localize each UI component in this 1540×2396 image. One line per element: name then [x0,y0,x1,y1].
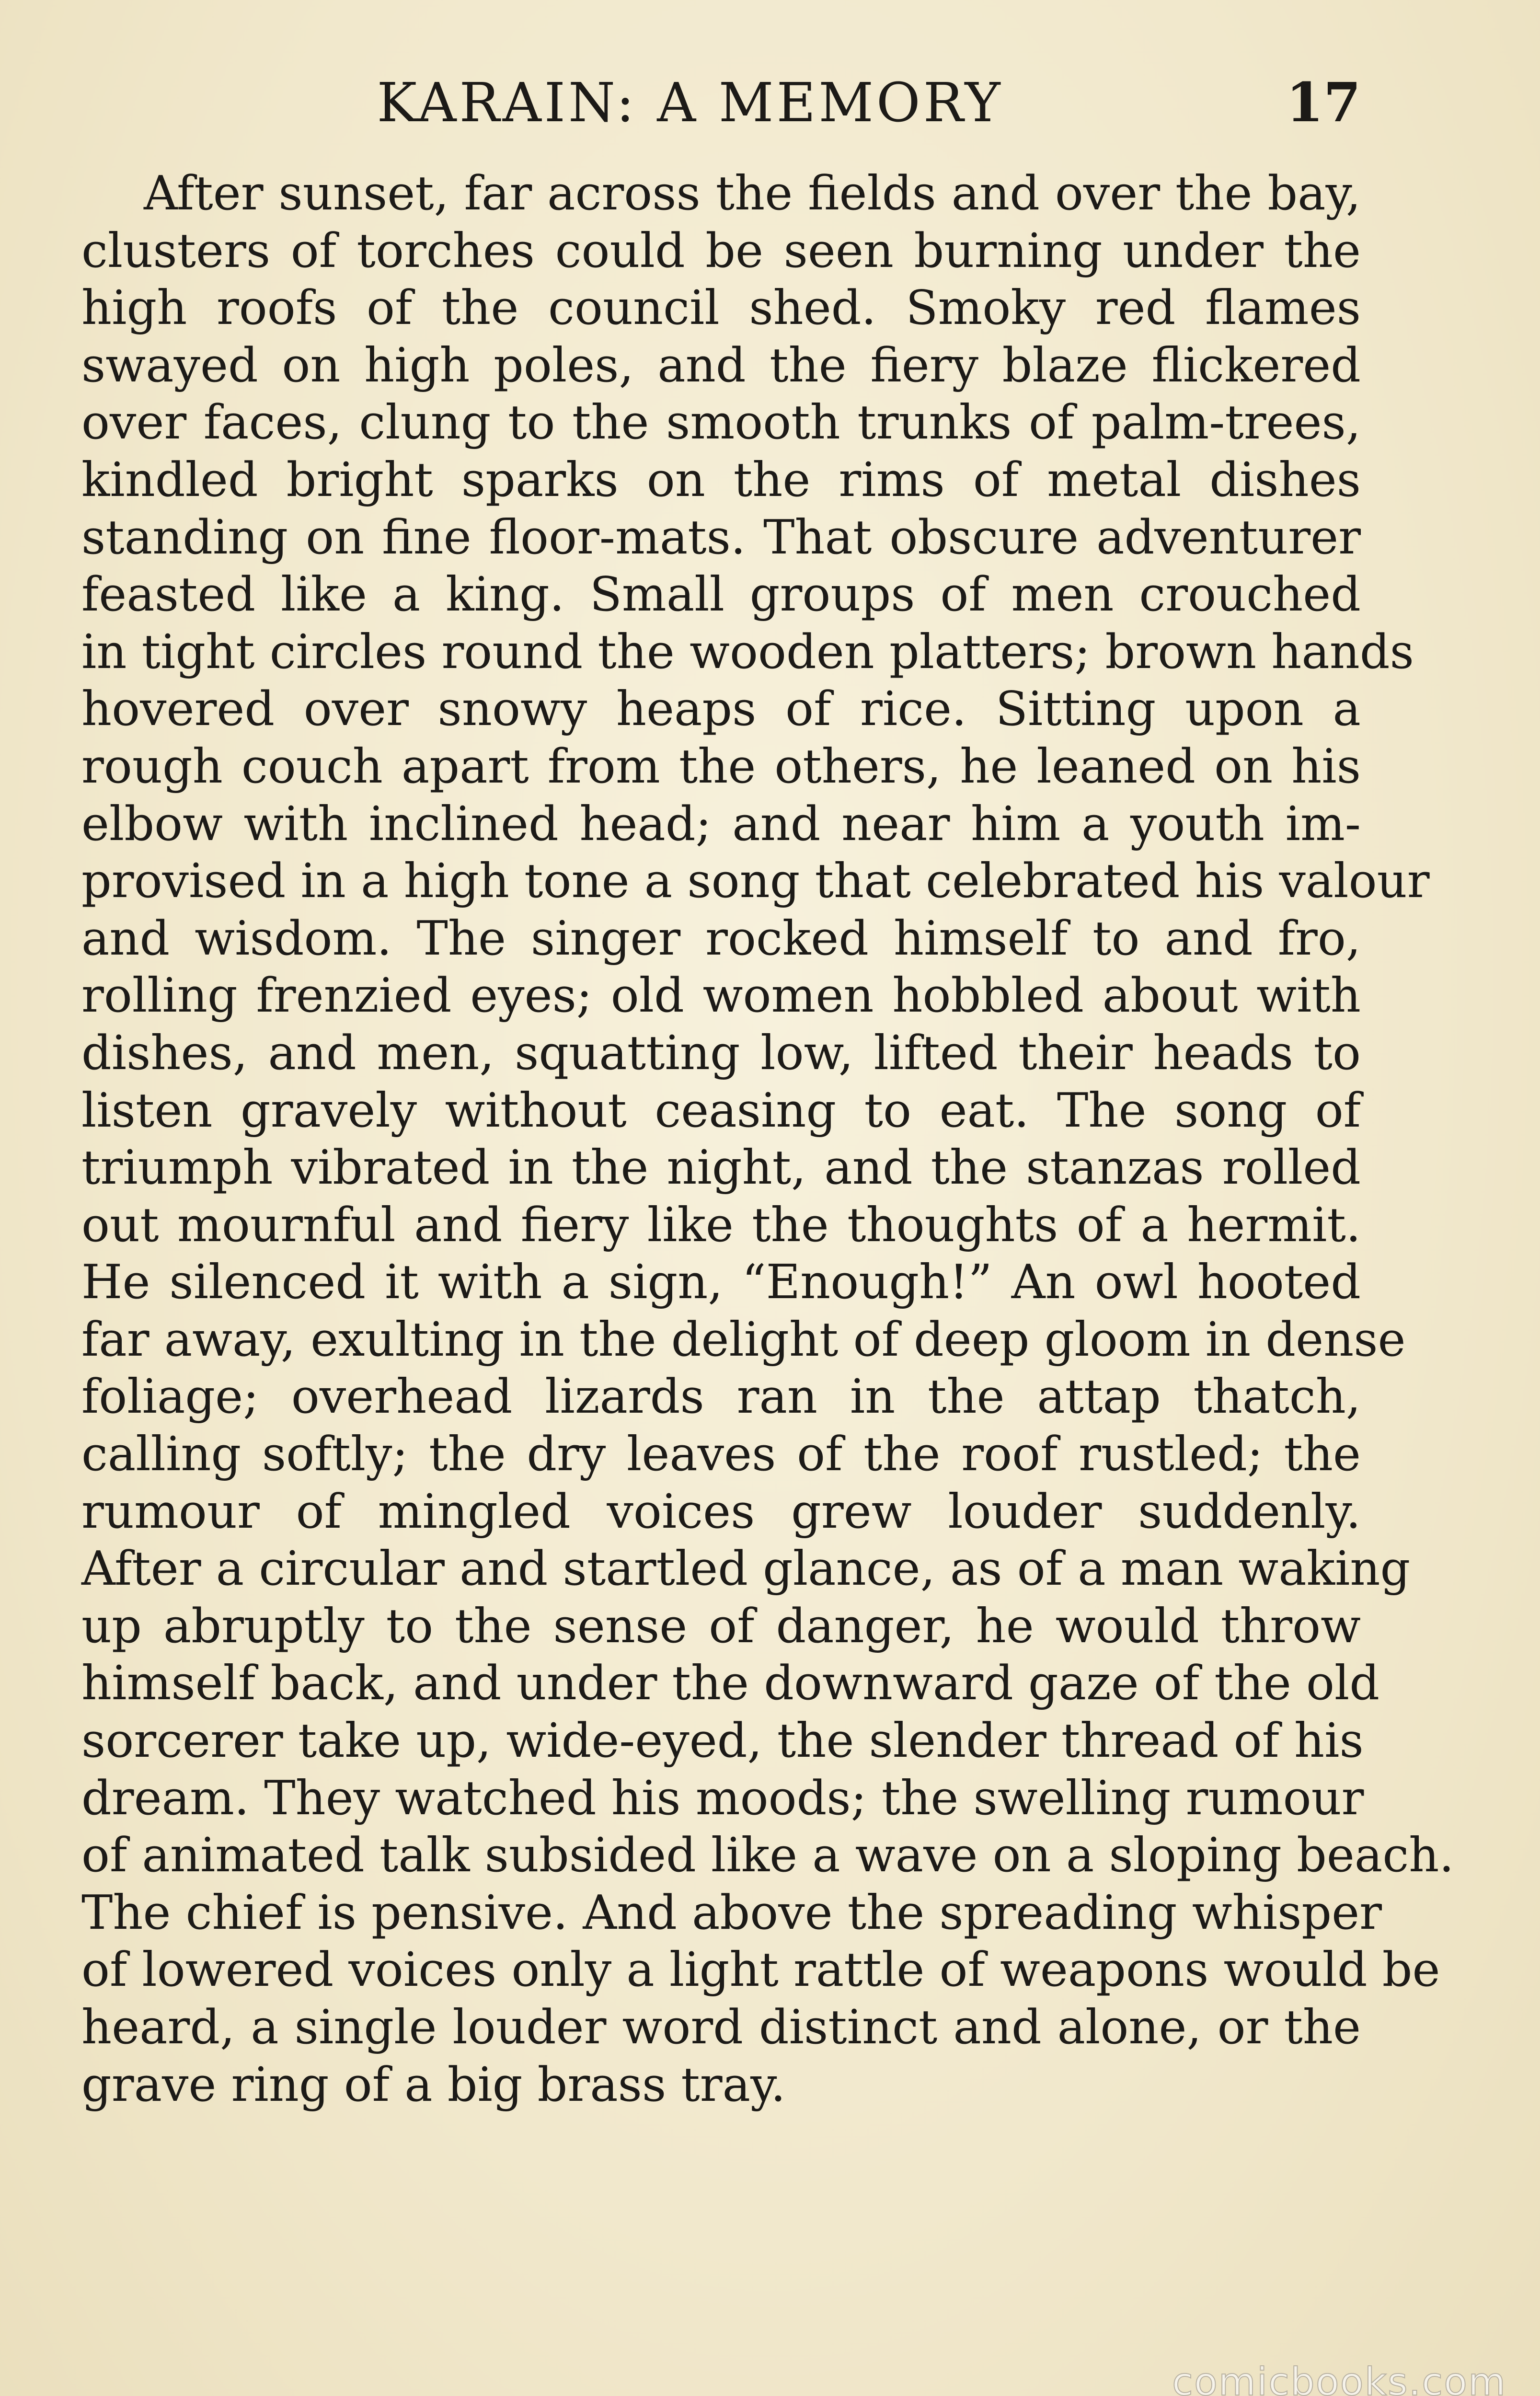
text-line: high roofs of the council shed. Smoky red flames [81,281,1361,336]
text-line: rumour of mingled voices grew louder suddenly. [81,1484,1361,1539]
page-number: 17 [1286,71,1361,134]
text-line: He silenced it with a sign, “Enough!” An owl hooted [81,1255,1361,1310]
text-line: dishes, and men, squatting low, lifted their heads to [81,1025,1361,1081]
watermark: comicbooks.com [1172,2360,1506,2396]
text-line: in tight circles round the wooden platters; brown hands [81,624,1414,680]
text-line: and wisdom. The singer rocked himself to and fro, [81,911,1361,966]
text-line: himself back, and under the downward gaze of the old [81,1656,1380,1711]
text-line: swayed on high poles, and the fiery blaze flickered [81,338,1361,393]
text-line: standing on fine floor-mats. That obscure adventurer [81,510,1361,565]
running-head [81,67,1361,139]
text-line: listen gravely without ceasing to eat. The song of [81,1083,1361,1138]
text-line: rolling frenzied eyes; old women hobbled about with [81,968,1361,1024]
body-paragraph [81,165,1454,2114]
text-line: triumph vibrated in the night, and the stanzas rolled [81,1140,1361,1196]
text-line: feasted like a king. Small groups of men crouched [81,567,1361,622]
text-line: After sunset, far across the fields and over the bay, [144,166,1361,221]
text-line: After a circular and startled glance, as of a man waking [81,1542,1411,1597]
text-line: dream. They watched his moods; the swelling rumour [81,1771,1364,1826]
text-line: out mournful and fiery like the thoughts of a hermit. [81,1198,1361,1253]
text-line: The chief is pensive. And above the spreading whisper [81,1885,1382,1940]
text-line: kindled bright sparks on the rims of metal dishes [81,452,1361,507]
text-line: sorcerer take up, wide-eyed, the slender thread of his [81,1714,1364,1769]
text-line: far away, exulting in the delight of deep gloom in dense [81,1312,1406,1367]
text-line: rough couch apart from the others, he leaned on his [81,739,1361,794]
text-line: clusters of torches could be seen burning under the [81,223,1361,278]
text-line: over faces, clung to the smooth trunks of palm-trees, [81,395,1361,450]
text-line: grave ring of a big brass tray. [81,2057,786,2112]
text-line: elbow with inclined head; and near him a youth im- [81,796,1361,852]
text-line: provised in a high tone a song that celebrated his valour [81,854,1430,909]
text-line: calling softly; the dry leaves of the roof rustled; the [81,1427,1361,1482]
text-line: heard, a single louder word distinct and alone, or the [81,2000,1361,2055]
text-line: up abruptly to the sense of danger, he would throw [81,1599,1361,1654]
text-line: of lowered voices only a light rattle of weapons would be [81,1943,1440,1998]
text-line: of animated talk subsided like a wave on a sloping beach. [81,1828,1454,1883]
text-line: foliage; overhead lizards ran in the attap thatch, [81,1370,1361,1425]
chapter-title: KARAIN: A MEMORY [377,72,1003,134]
text-line: hovered over snowy heaps of rice. Sitting upon a [81,682,1361,737]
